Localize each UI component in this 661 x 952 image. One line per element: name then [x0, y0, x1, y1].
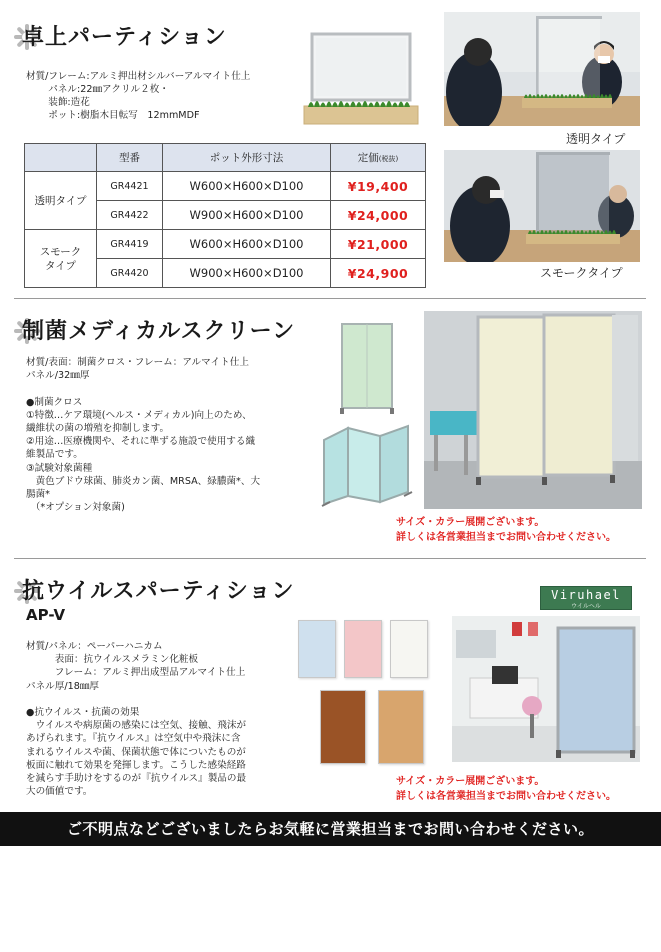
table-header-cell: [331, 144, 426, 172]
section-divider: [14, 558, 646, 559]
color-swatch: [320, 690, 366, 764]
antiviral-description: 材質/パネル：ペーパーハニカム 表面：抗ウイルスメラミン化粧板 フレーム：アルミ押出成型品アルマイト仕上 パネル厚/18㎜厚 ●抗ウイルス・抗菌の効果 ウイルスや病原菌の感染には空気、接触、飛沫が あげられます。『抗ウイルス』は空気中や飛沫に含 まれるウイルスや菌、保菌状態で体についたものが 板面に触れて効果を発揮します。こうした感染経路 を減らす手助けをするのが『抗ウイルス』製品の最 大の価値です。: [26, 641, 247, 798]
spec-line: 材質/フレーム:アルミ押出材シルバーアルマイト仕上: [26, 71, 251, 82]
spec-line: パネル:22㎜アクリル２枚・: [26, 84, 169, 95]
size-cell: W600×H600×D100: [163, 172, 331, 201]
table-row: [25, 172, 426, 201]
size-cell: W900×H600×D100: [163, 259, 331, 288]
model-code: AP-V: [26, 606, 66, 624]
code-cell: GR4421: [97, 172, 163, 201]
code-cell: GR4422: [97, 201, 163, 230]
clear-type-photo: [444, 12, 640, 126]
green-screen-image: [336, 322, 398, 416]
medical-room-photo: [424, 311, 642, 509]
logo-subtext: ウイルヘル: [571, 603, 601, 610]
blue-folding-screen-image: [318, 422, 414, 510]
table-row: [25, 230, 426, 259]
color-swatch: [298, 620, 336, 678]
spec-line: 装飾:造花: [26, 97, 90, 108]
type-cell: 透明タイプ: [25, 172, 97, 230]
table-header-cell: [25, 144, 97, 172]
medical-screen-description: 材質/表面：制菌クロス・フレーム：アルマイト仕上 パネル/32㎜厚 ●制菌クロス ①特徴…ケア環境(ヘルス・メディカル)向上のため、 繊維状の菌の増殖を抑制します。 ②用途…医療機関や、それに準ずる施設で使用する織 維製品です。 ③試験対象菌種 黄色ブドウ球菌、肺炎カン菌、MRSA、緑膿菌*、大 腸菌* （*オプション対象菌): [26, 357, 261, 514]
type-cell: スモーク タイプ: [25, 230, 97, 288]
color-swatch: [390, 620, 428, 678]
size-color-note: サイズ・カラー展開ございます。 詳しくは各営業担当までお問い合わせください。: [396, 517, 616, 543]
color-swatch: [378, 690, 424, 764]
price-cell: ¥21,000: [331, 230, 426, 259]
caption-clear-type: 透明タイプ: [566, 132, 626, 146]
price-cell: ¥24,000: [331, 201, 426, 230]
logo-text: Viruhael: [551, 588, 621, 602]
size-color-note: サイズ・カラー展開ございます。 詳しくは各営業担当までお問い合わせください。: [396, 776, 616, 802]
footer-contact-text: ご不明点などございましたらお気軽に営業担当までお問い合わせください。: [66, 820, 594, 838]
price-cell: ¥24,900: [331, 259, 426, 288]
viruhael-logo: [540, 586, 632, 610]
section-divider: [14, 298, 646, 299]
size-cell: W900×H600×D100: [163, 201, 331, 230]
section-title-antiviral-partition: 抗ウイルスパーティション: [22, 579, 295, 604]
table-header-cell: 型番: [97, 144, 163, 172]
price-cell: ¥19,400: [331, 172, 426, 201]
price-table: [24, 143, 426, 288]
color-swatch: [344, 620, 382, 678]
smoke-type-photo: [444, 150, 640, 262]
caption-smoke-type: スモークタイプ: [540, 266, 623, 280]
section-title-desktop-partition: 卓上パーティション: [22, 25, 227, 50]
table-header-cell: ポット外形寸法: [163, 144, 331, 172]
code-cell: GR4420: [97, 259, 163, 288]
size-cell: W600×H600×D100: [163, 230, 331, 259]
section-title-medical-screen: 制菌メディカルスクリーン: [22, 319, 296, 344]
clinic-photo: [452, 616, 640, 762]
table-header-row: [25, 144, 426, 172]
code-cell: GR4419: [97, 230, 163, 259]
price-header-label: 定価: [357, 152, 379, 164]
desktop-partition-image: [300, 30, 422, 126]
spec-line: ポット:樹脂木目転写 12mmMDF: [26, 110, 200, 121]
tax-note: (税抜): [378, 155, 399, 163]
